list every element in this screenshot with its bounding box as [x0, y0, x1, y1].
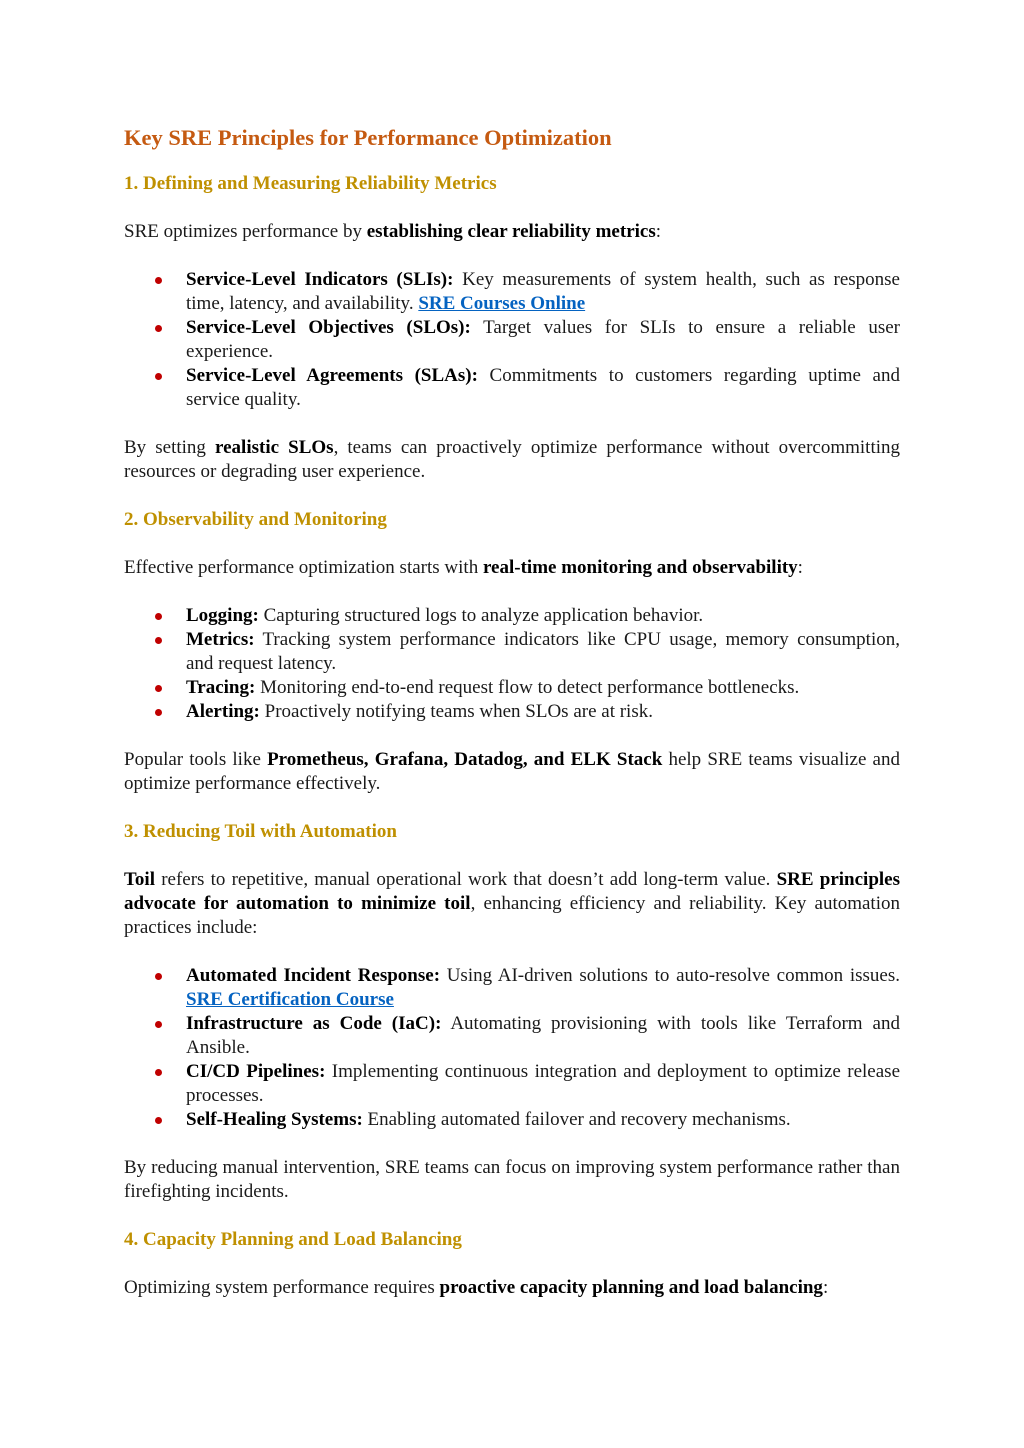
bullet-icon [155, 373, 162, 380]
section-2-intro: Effective performance optimization starts with real-time monitoring and observability: [124, 557, 803, 578]
sre-courses-online-link[interactable]: SRE Courses Online [418, 293, 586, 314]
sre-certification-course-link[interactable]: SRE Certification Course [186, 989, 394, 1010]
section-2-outro: Popular tools like Prometheus, Grafana, Datadog, and ELK Stack help SRE teams visualize and optimize performance effectively. [124, 749, 900, 794]
list-item: Metrics: Tracking system performance indicators like CPU usage, memory consumption, and request latency. [124, 628, 900, 676]
bullet-icon [155, 613, 162, 620]
list-item: Infrastructure as Code (IaC): Automating provisioning with tools like Terraform and Ansible. [124, 1012, 900, 1060]
list-item: Logging: Capturing structured logs to analyze application behavior. [124, 604, 900, 628]
bullet-icon [155, 637, 162, 644]
bullet-icon [155, 1117, 162, 1124]
document-title: Key SRE Principles for Performance Optimization [124, 125, 612, 150]
bullet-icon [155, 1021, 162, 1028]
list-item: Alerting: Proactively notifying teams when SLOs are at risk. [124, 700, 900, 724]
list-item: CI/CD Pipelines: Implementing continuous integration and deployment to optimize release processes. [124, 1060, 900, 1108]
section-heading-automation: 3. Reducing Toil with Automation [124, 821, 397, 842]
list-item: Tracing: Monitoring end-to-end request flow to detect performance bottlenecks. [124, 676, 900, 700]
bullet-icon [155, 277, 162, 284]
section-1-outro: By setting realistic SLOs, teams can proactively optimize performance without overcommitting resources or degrading user experience. [124, 437, 901, 482]
section-3-outro: By reducing manual intervention, SRE teams can focus on improving system performance rather than firefighting incidents. [124, 1157, 900, 1202]
section-1-list [124, 268, 900, 412]
section-heading-capacity-planning: 4. Capacity Planning and Load Balancing [124, 1229, 462, 1250]
bullet-icon [155, 685, 162, 692]
section-1-intro: SRE optimizes performance by establishing clear reliability metrics: [124, 221, 662, 242]
section-heading-observability: 2. Observability and Monitoring [124, 509, 387, 530]
list-item: Self-Healing Systems: Enabling automated failover and recovery mechanisms. [124, 1108, 900, 1132]
section-3-list [124, 964, 900, 1132]
list-item: Service-Level Indicators (SLIs): Key measurements of system health, such as response time, latency, and availability. SRE Courses Online [124, 268, 900, 316]
bullet-icon [155, 973, 162, 980]
section-3-intro: Toil refers to repetitive, manual operational work that doesn’t add long-term value. SRE principles advocate for automation to minimize toil, enhancing efficiency and reliability. Key automation practices include: [124, 869, 900, 938]
list-item: Service-Level Agreements (SLAs): Commitments to customers regarding uptime and service quality. [124, 364, 900, 412]
section-heading-reliability-metrics: 1. Defining and Measuring Reliability Metrics [124, 173, 497, 194]
bullet-icon [155, 325, 162, 332]
section-4-intro: Optimizing system performance requires proactive capacity planning and load balancing: [124, 1277, 829, 1298]
bullet-icon [155, 709, 162, 716]
section-2-list [124, 604, 900, 724]
list-item: Automated Incident Response: Using AI-driven solutions to auto-resolve common issues. SRE Certification Course [124, 964, 900, 1012]
document-page [124, 120, 900, 1300]
list-item: Service-Level Objectives (SLOs): Target values for SLIs to ensure a reliable user experience. [124, 316, 900, 364]
bullet-icon [155, 1069, 162, 1076]
